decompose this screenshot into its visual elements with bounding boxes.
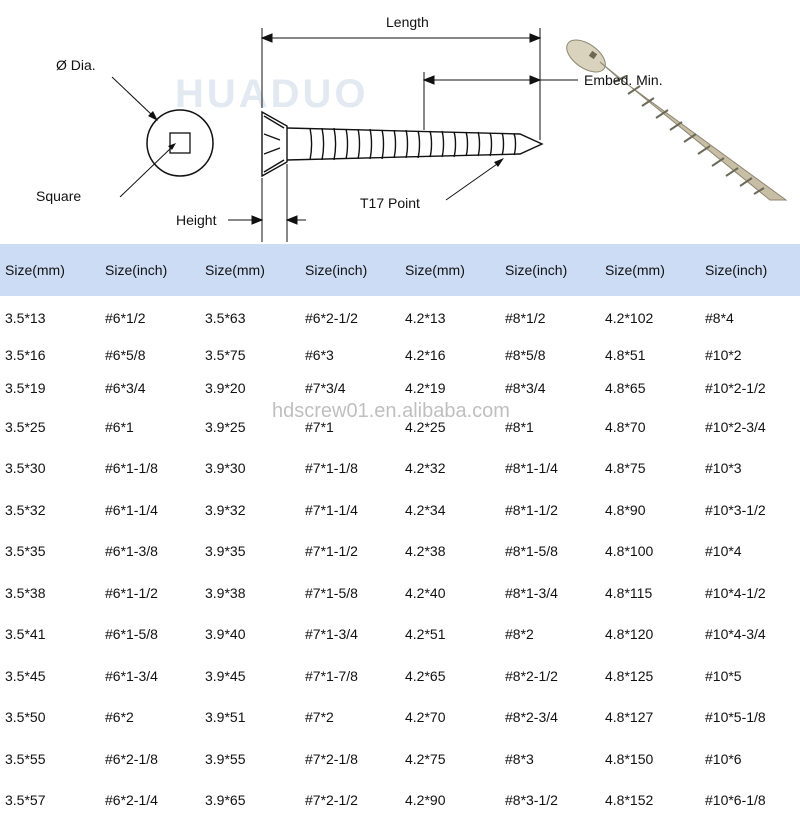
size-inch-cell: #6*1-1/2	[100, 572, 200, 614]
size-inch-cell: #10*3-1/2	[700, 489, 800, 531]
size-inch-cell: #8*1-1/4	[500, 448, 600, 490]
watermark-logo: HUADUO	[175, 72, 369, 117]
header-size-inch: Size(inch)	[100, 244, 200, 296]
header-size-mm: Size(mm)	[400, 244, 500, 296]
size-mm-cell: 4.2*102	[600, 296, 700, 340]
size-inch-cell: #10*5-1/8	[700, 697, 800, 739]
size-inch-cell: #6*2-1/2	[300, 296, 400, 340]
header-size-inch: Size(inch)	[700, 244, 800, 296]
size-mm-cell: 4.2*90	[400, 780, 500, 821]
size-mm-cell: 3.9*45	[200, 655, 300, 697]
size-inch-cell: #6*2-1/4	[100, 780, 200, 821]
size-inch-cell: #6*1/2	[100, 296, 200, 340]
size-mm-cell: 4.8*127	[600, 697, 700, 739]
header-size-inch: Size(inch)	[500, 244, 600, 296]
size-inch-cell: #6*1-3/8	[100, 531, 200, 573]
size-inch-cell: #8*1-1/2	[500, 489, 600, 531]
size-inch-cell: #8*3/4	[500, 370, 600, 406]
size-mm-cell: 4.8*65	[600, 370, 700, 406]
size-mm-cell: 4.2*19	[400, 370, 500, 406]
size-inch-cell: #10*2-1/2	[700, 370, 800, 406]
size-inch-cell: #8*1/2	[500, 296, 600, 340]
size-inch-cell: #6*1-1/4	[100, 489, 200, 531]
table-row	[0, 780, 800, 821]
size-mm-cell: 4.2*25	[400, 406, 500, 448]
size-mm-cell: 4.8*75	[600, 448, 700, 490]
size-mm-cell: 4.8*150	[600, 738, 700, 780]
size-mm-cell: 4.8*100	[600, 531, 700, 573]
size-mm-cell: 4.2*65	[400, 655, 500, 697]
size-mm-cell: 3.9*51	[200, 697, 300, 739]
size-inch-cell: #6*1-3/4	[100, 655, 200, 697]
size-inch-cell: #10*3	[700, 448, 800, 490]
size-inch-cell: #8*2	[500, 614, 600, 656]
size-mm-cell: 4.2*38	[400, 531, 500, 573]
size-inch-cell: #10*6	[700, 738, 800, 780]
size-mm-cell: 4.8*152	[600, 780, 700, 821]
point-label: T17 Point	[360, 195, 420, 211]
length-label: Length	[386, 14, 429, 30]
table-row	[0, 697, 800, 739]
size-inch-cell: #7*1-1/2	[300, 531, 400, 573]
table-row	[0, 655, 800, 697]
size-inch-cell: #7*1-1/4	[300, 489, 400, 531]
size-inch-cell: #7*2-1/8	[300, 738, 400, 780]
size-inch-cell: #6*1-5/8	[100, 614, 200, 656]
size-inch-cell: #10*4-1/2	[700, 572, 800, 614]
size-mm-cell: 3.9*25	[200, 406, 300, 448]
size-inch-cell: #8*1-3/4	[500, 572, 600, 614]
size-mm-cell: 3.9*32	[200, 489, 300, 531]
point-leader	[446, 162, 500, 200]
height-dimension	[228, 164, 306, 242]
size-inch-cell: #7*1-1/8	[300, 448, 400, 490]
size-inch-cell: #10*4	[700, 531, 800, 573]
size-mm-cell: 4.2*70	[400, 697, 500, 739]
table-row	[0, 531, 800, 573]
size-mm-cell: 4.8*51	[600, 340, 700, 370]
size-mm-cell: 3.5*30	[0, 448, 100, 490]
size-mm-cell: 3.5*75	[200, 340, 300, 370]
embed-label: Embed. Min.	[584, 72, 663, 88]
table-row	[0, 572, 800, 614]
size-inch-cell: #7*1-7/8	[300, 655, 400, 697]
header-size-mm: Size(mm)	[200, 244, 300, 296]
square-label: Square	[36, 188, 81, 204]
size-mm-cell: 4.2*32	[400, 448, 500, 490]
size-inch-cell: #8*4	[700, 296, 800, 340]
size-inch-cell: #8*5/8	[500, 340, 600, 370]
size-mm-cell: 3.9*30	[200, 448, 300, 490]
size-inch-cell: #6*3	[300, 340, 400, 370]
size-mm-cell: 4.8*115	[600, 572, 700, 614]
size-inch-cell: #10*4-3/4	[700, 614, 800, 656]
size-mm-cell: 3.5*57	[0, 780, 100, 821]
size-inch-cell: #8*1-5/8	[500, 531, 600, 573]
size-inch-cell: #7*1-3/4	[300, 614, 400, 656]
size-mm-cell: 3.5*45	[0, 655, 100, 697]
size-inch-cell: #7*1-5/8	[300, 572, 400, 614]
size-mm-cell: 4.2*13	[400, 296, 500, 340]
size-mm-cell: 3.5*16	[0, 340, 100, 370]
size-mm-cell: 4.2*16	[400, 340, 500, 370]
table-header-row	[0, 244, 800, 296]
size-inch-cell: #6*1	[100, 406, 200, 448]
table-row	[0, 340, 800, 370]
screw-diagram	[0, 0, 800, 244]
size-inch-cell: #8*3	[500, 738, 600, 780]
square-drive	[170, 133, 190, 153]
table-body	[0, 296, 800, 821]
dia-label: Ø Dia.	[56, 57, 96, 73]
header-size-inch: Size(inch)	[300, 244, 400, 296]
size-mm-cell: 3.5*35	[0, 531, 100, 573]
size-mm-cell: 4.8*120	[600, 614, 700, 656]
length-dimension	[262, 28, 540, 140]
size-mm-cell: 3.5*38	[0, 572, 100, 614]
table-row	[0, 296, 800, 340]
size-mm-cell: 3.5*50	[0, 697, 100, 739]
size-mm-cell: 4.2*40	[400, 572, 500, 614]
size-mm-cell: 3.9*55	[200, 738, 300, 780]
size-inch-cell: #6*5/8	[100, 340, 200, 370]
size-inch-cell: #10*2-3/4	[700, 406, 800, 448]
size-mm-cell: 3.5*55	[0, 738, 100, 780]
embed-dimension	[424, 72, 578, 130]
size-mm-cell: 3.5*25	[0, 406, 100, 448]
size-inch-cell: #7*2	[300, 697, 400, 739]
size-inch-cell: #10*2	[700, 340, 800, 370]
watermark-url: hdscrew01.en.alibaba.com	[272, 400, 510, 423]
size-inch-cell: #6*3/4	[100, 370, 200, 406]
size-mm-cell: 3.9*35	[200, 531, 300, 573]
size-inch-cell: #6*1-1/8	[100, 448, 200, 490]
size-mm-cell: 3.5*41	[0, 614, 100, 656]
table-row	[0, 489, 800, 531]
size-inch-cell: #7*3/4	[300, 370, 400, 406]
size-mm-cell: 4.2*34	[400, 489, 500, 531]
size-inch-cell: #10*5	[700, 655, 800, 697]
size-mm-cell: 3.5*63	[200, 296, 300, 340]
header-size-mm: Size(mm)	[0, 244, 100, 296]
height-label: Height	[176, 212, 216, 228]
size-mm-cell: 3.5*19	[0, 370, 100, 406]
size-mm-cell: 3.5*13	[0, 296, 100, 340]
size-inch-cell: #7*2-1/2	[300, 780, 400, 821]
size-mm-cell: 3.5*32	[0, 489, 100, 531]
size-mm-cell: 3.9*65	[200, 780, 300, 821]
dia-leader	[112, 77, 152, 115]
table-row	[0, 738, 800, 780]
size-inch-cell: #6*2	[100, 697, 200, 739]
screw-size-table	[0, 244, 800, 821]
header-size-mm: Size(mm)	[600, 244, 700, 296]
table-row	[0, 614, 800, 656]
size-inch-cell: #10*6-1/8	[700, 780, 800, 821]
size-mm-cell: 4.2*51	[400, 614, 500, 656]
size-mm-cell: 3.9*20	[200, 370, 300, 406]
size-mm-cell: 4.2*75	[400, 738, 500, 780]
size-mm-cell: 3.9*40	[200, 614, 300, 656]
size-mm-cell: 4.8*70	[600, 406, 700, 448]
size-mm-cell: 4.8*90	[600, 489, 700, 531]
size-inch-cell: #8*3-1/2	[500, 780, 600, 821]
screw-side-view	[262, 112, 542, 176]
size-inch-cell: #7*1	[300, 406, 400, 448]
size-mm-cell: 3.9*38	[200, 572, 300, 614]
size-inch-cell: #8*1	[500, 406, 600, 448]
table-row	[0, 448, 800, 490]
size-inch-cell: #8*2-3/4	[500, 697, 600, 739]
screw-photo	[561, 34, 786, 200]
size-inch-cell: #8*2-1/2	[500, 655, 600, 697]
size-mm-cell: 4.8*125	[600, 655, 700, 697]
size-inch-cell: #6*2-1/8	[100, 738, 200, 780]
